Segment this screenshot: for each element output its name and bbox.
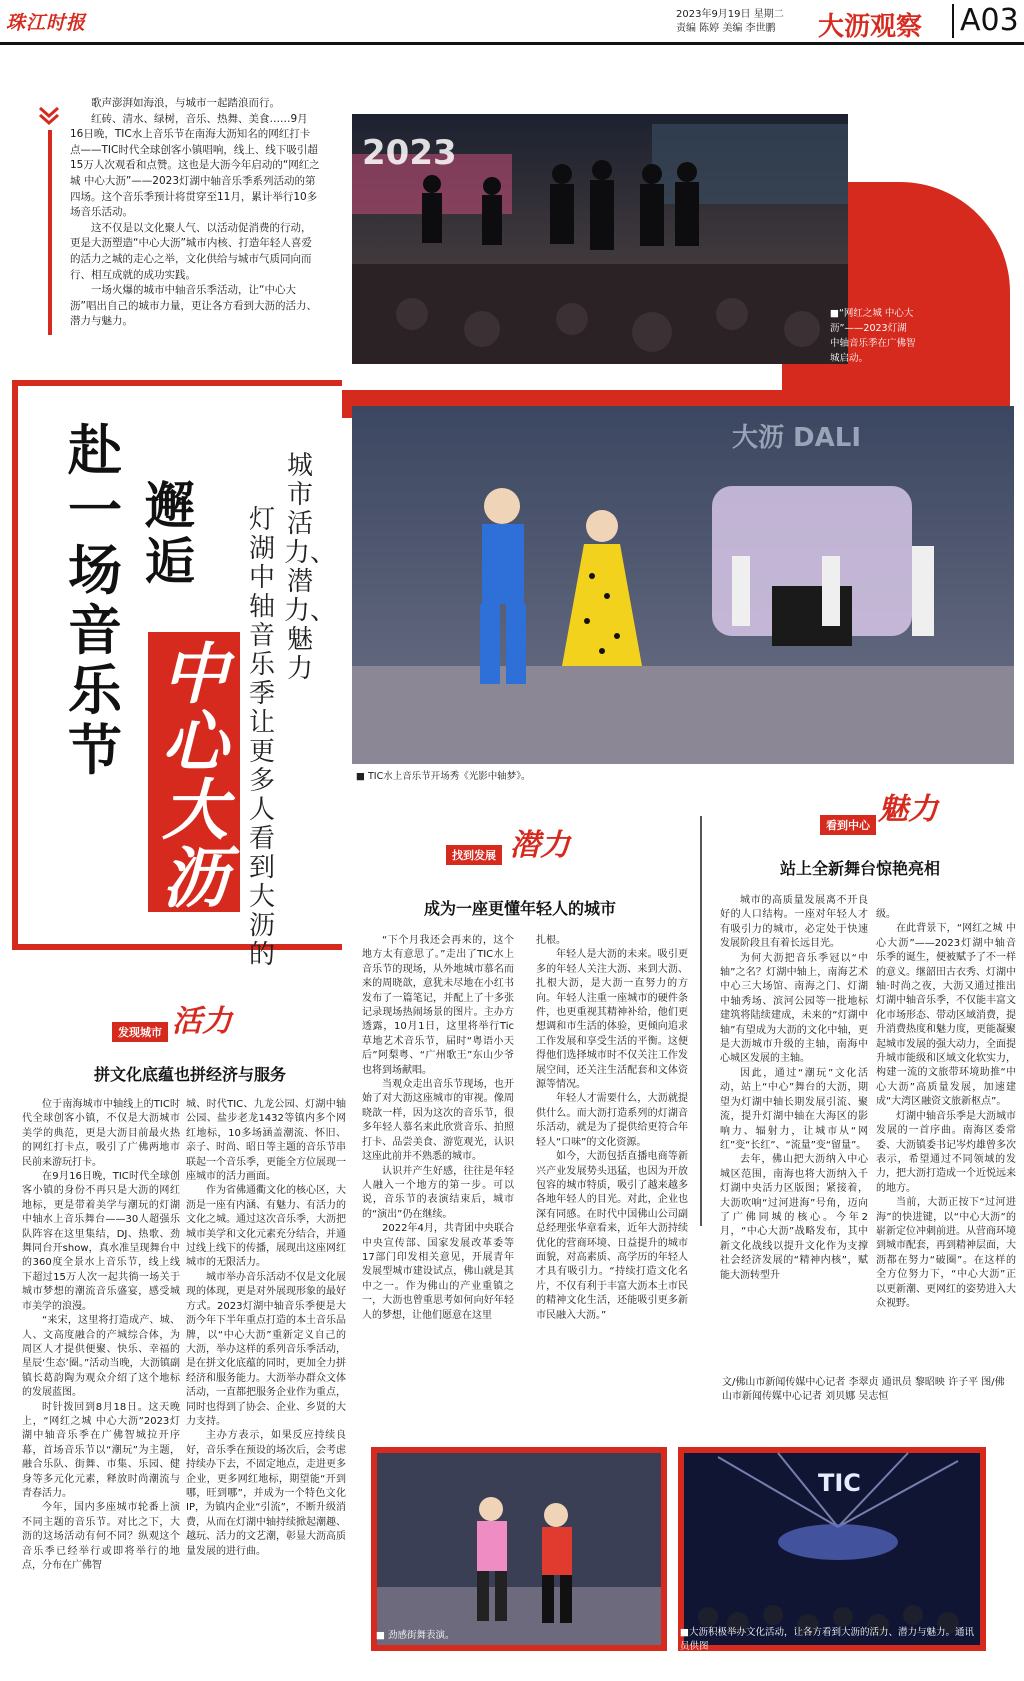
article-column [536, 934, 688, 1323]
paragraph: 去年，佛山把大沥纳入中心城区范围，南海也将大沥纳入千灯湖中央活力区版图；紧接着，大沥吹响“过河进海”号角，迈向了广佛同城的核心。今年2月，“中心大沥”战略发布，其中新文化战线以提升文化作为支撑社会经济发展的“精神内核”，赋能大沥转型升 [720, 1154, 868, 1281]
paragraph: 作为省佛通衢文化的核心区，大沥是一座有内涵、有魅力、有活力的文化之城。通过这次音乐季，大沥把城市美学和文化元素充分结合，并通过线上线下的传播，展现出这座网红城市的无限活力。 [186, 1185, 346, 1269]
paragraph: “来宋，这里将打造成产、城、人、文高度融合的产城综合体，为周区人才提供便聚、快乐、幸福的星辰‘生态’圈。”活动当晚，大沥镇副镇长葛韵陶为观众介绍了这个地标的发展蓝图。 [22, 1315, 180, 1399]
paragraph: 当观众走出音乐节现场，也开始了对大沥这座城市的审视。像周晓歆一样，因为这次的音乐节，很多年轻人慕名来此欣赏音乐、拍照打卡、品尝美食、游览观光，认识这座此前并不熟悉的城市。 [362, 1079, 514, 1163]
paragraph: 认识并产生好感，往往是年轻人融入一个地方的第一步。可以说，音乐节的表演结束后，城市的“演出”仍在继续。 [362, 1165, 514, 1220]
photo-street-dance [371, 1447, 667, 1651]
paragraph: 城、时代TIC、九龙公园、灯湖中轴公园、盐步老龙1432等镇内多个网红地标，10多场涵盖潮流、怀旧、亲子、时尚、昭日等主题的音乐节串联起一个音乐季，更能全方位展现一座城市的活力画面。 [186, 1099, 346, 1183]
paragraph: “下个月我还会再来的，这个地方太有意思了。”走出了TIC水上音乐节的现场，从外地城市慕名而来的周晓歆，意犹未尽地在小红书发布了一篇笔记，并配上了十多张记录现场热闹场景的图片。主办方透露，10月1日，这里将举行Tic草地艺术音乐节，届时“粤语小天后”阿梨粤、“广州歌王”东山少爷也将到场献唱。 [362, 935, 514, 1076]
section-title-young-city: 成为一座更懂年轻人的城市 [423, 899, 616, 918]
paragraph: 在此背景下，“网红之城 中心大沥”——2023灯湖中轴音乐季的诞生，便被赋予了不一样的意义。继韶田古衣秀、灯湖中轴·时尚之夜，大沥又通过推出灯湖中轴音乐季，不仅能丰富文化市场形态、带动区域消费，提升消费热度和魅力度，更能凝聚起城市发展的强大动力，全面提升城市能级和区域文化软实力，构建一流的文旅带环境助推“中心大沥”高质量发展，加速建成“大湾区融资文旅新枢点”。 [876, 923, 1016, 1108]
paragraph: 城市的高质量发展离不开良好的人口结构。一座对年轻人才有吸引力的城市，必定处于快速发展阶段且有着长远目光。 [720, 895, 868, 950]
photo-night-concert [678, 1447, 986, 1651]
paragraph: 年轻人才需要什么，大沥就提供什么。而大沥打造系列的灯湖音乐活动，就是为了提供给更符合年轻人“口味”的文化资源。 [536, 1093, 688, 1148]
paragraph: 如今，大沥包括直播电商等新兴产业发展势头迅猛，也因为开放包容的城市特质，吸引了越来越多各地年轻人的目光。对此，企业也深有同感。在时代中国佛山公司副总经理张华章看来，近年大沥持续优化的营商环境、日益提升的城市面貌，对高素质、高学历的年轻人才具有吸引力。“持续打造文化名片，不仅有利于丰富大沥本土市民的精神文化生活，还能吸引更多新市民融入大沥。” [536, 1151, 688, 1321]
lead-accent-line [48, 130, 52, 335]
section-script-potential: 潜力 [510, 828, 570, 863]
photo-building-sign: 大沥 DALI [732, 423, 861, 453]
section-tag-discover-city: 发现城市 [112, 1022, 168, 1042]
subheadline-1: 城市活力、潜力、魅力 [284, 451, 337, 684]
photo-band-stage [352, 114, 848, 364]
paragraph: 时针拨回到8月18日。这天晚上，“网红之城 中心大沥”2023灯湖中轴音乐季在广佛智城拉开序幕，首场音乐节以“潮玩”为主题，融合乐队、街舞、市集、乐园、健身等多元化元素，释放时尚潮流与青春活力。 [22, 1401, 180, 1499]
paragraph: 今年，国内多座城市轮番上演不同主题的音乐节。对比之下，大沥的这场活动有何不同？纵观这个音乐季已经举行或即将举行的地点，分布在广佛智 [22, 1502, 180, 1571]
article-column [22, 1098, 180, 1573]
photo-caption-4: ■大沥积极举办文化活动，让各方看到大沥的活力、潜力与魅力。通讯员供图 [680, 1627, 974, 1652]
photo-tic-sign: TIC [818, 1469, 861, 1497]
paragraph: 主办方表示，如果反应持续良好，音乐季在预设的场次后，会考虑持续办下去，不固定地点，走进更多企业，更多网红地标，期望能“开到哪，旺到哪”，并成为一个特色文化IP，为镇内企业“引流”，不断升级消费，从而在灯湖中轴持续掀起潮趣、越玩、活力的文艺潮，彰显大沥高质量发展的进行曲。 [186, 1430, 346, 1557]
photo-caption-1: ■“网红之城 中心大沥”——2023灯湖中轴音乐季在广佛智城启动。 [830, 308, 916, 364]
editor-credits: 责编 陈婷 美编 李世鹏 [676, 23, 776, 34]
lead-text [70, 96, 320, 330]
article-column [362, 934, 514, 1323]
headline-main: 赴一场音乐节 [68, 418, 122, 782]
paragraph: 因此，通过“潮玩”文化活动，站上“中心”舞台的大沥，期望为灯湖中轴长期发展引流、聚流，提升灯湖中轴在大海区的影响力、辐射力，让城市从“网红”变“长红”、“流量”变“留量”。 [720, 1067, 868, 1151]
paragraph: 在9月16日晚，TIC时代全球创客小镇的身份不再只是大沥的网红地标，更是带着美学与潮玩的灯湖中轴水上音乐舞台——30人超强乐队阵容在这里集结，DJ、热歌、劲舞同台开show，真水准呈现舞台中的360度全景水上音乐节，线上线下超过15万人次一起共徜一场关于城市梦想的潮流音乐盛宴，感受城市美学的浪漫。 [22, 1171, 180, 1312]
header-rule [0, 42, 1024, 45]
page-number: A03 [952, 4, 1019, 38]
photo-caption-3: ■ 劲感街舞表演。 [376, 1630, 455, 1641]
paragraph: 2022年4月，共青团中央联合中央宣传部、国家发展改革委等17部门印发相关意见，开展青年发展型城市建设试点，佛山就是其中之一。作为佛山的产业重镇之一，大沥也曾重思考如何向好年轻人的梦想，让他们愿意在这里 [362, 1223, 514, 1321]
paragraph: 为何大沥把音乐季冠以“中轴”之名？灯湖中轴上，南海艺术中心三大场馆、南海之门、灯湖中轴秀场、滨河公园等一批地标建筑将陆续建成，未来的“灯湖中轴”有望成为大沥的文化中轴，更是大沥城市升级的主轴，南海中心城区发展的主轴。 [720, 952, 868, 1065]
header-meta [676, 8, 784, 36]
section-script-vitality: 活力 [172, 1004, 232, 1039]
masthead: 珠江时报 [6, 12, 87, 34]
lead-paragraph: 红砖、清水、绿树，音乐、热舞、美食……9月16日晚，TIC水上音乐节在南海大沥知名的网红打卡点——TIC时代全球创客小镇唱响，线上、线下吸引超15万人次观看和点赞。这也是大沥今年启动的“网红之城 中心大沥”——2023灯湖中轴音乐季系列活动的第四场。这个音乐季预计将贯穿至11月，累计举行10多场音乐活动。 [70, 112, 320, 219]
article-column [186, 1098, 346, 1559]
double-chevron-down-icon [36, 102, 62, 128]
paragraph: 位于南海城市中轴线上的TIC时代全球创客小镇，不仅是大沥城市美学的典范，更是大沥目前最火热的网红打卡点，吸引了广佛两地市民前来游玩打卡。 [22, 1099, 180, 1168]
headline-meet: 邂逅 [145, 476, 195, 591]
section-title: 大沥观察 [818, 12, 923, 42]
paragraph: 灯湖中轴音乐季是大沥城市发展的一首序曲。南海区委常委、大沥镇委书记岑灼雄曾多次表示，希望通过不同领域的发力，把大沥打造成一个近悦远来的地方。 [876, 1110, 1016, 1194]
photo-caption-2: ■ TIC水上音乐节开场秀《光影中轴梦》。 [356, 771, 531, 782]
byline: 文/佛山市新闻传媒中心记者 李翠贞 通讯员 黎昭映 许子平 图/佛山市新闻传媒中心记者 刘贝娜 吴志恒 [722, 1377, 1005, 1403]
photo-stage-text: 2023 [362, 133, 457, 173]
headline-center-dali: 中心大沥 [162, 635, 228, 917]
paragraph: 当前，大沥正按下“过河进海”的快进键，以“中心大沥”的崭新定位冲刺前进。从营商环境到城市配套，再到精神层面，大沥都在努力“破圈”。在这样的全方位努力下，“中心大沥”正以更新潮、更网红的姿势进入大众视野。 [876, 1197, 1016, 1309]
section-script-charm: 魅力 [878, 792, 938, 827]
paragraph: 年轻人是大沥的未来。吸引更多的年轻人关注大沥、来到大沥、扎根大沥，是大沥一直努力的方向。年轻人注重一座城市的硬件条件，也更重视其精神补给，他们更想调和市生活的体验，更倾向追求工作发展和享受生活的平衡。这便得他们选择城市时不仅关注工作发展空间，还关注生活配套和文体资源等情况。 [536, 949, 688, 1091]
article-column [720, 894, 868, 1283]
lead-paragraph: 这不仅是以文化聚人气、以活动促消费的行动，更是大沥塑造“中心大沥”城市内核、打造年轻人喜爱的活力之城的走心之举，文化供给与城市气质同向而行、相互成就的成功实践。 [70, 221, 312, 281]
section-title-new-stage: 站上全新舞台惊艳亮相 [779, 859, 940, 878]
lead-paragraph: 一场火爆的城市中轴音乐季活动，让“中心大沥”唱出自己的城市力量，更让各方看到大沥的活力、潜力与魅力。 [70, 284, 317, 328]
subheadline-2: 灯湖中轴音乐季让更多人看到大沥的 [248, 505, 275, 970]
paragraph: 级。 [876, 909, 896, 920]
photo-opening-show [352, 406, 1014, 764]
section-title-culture-economy: 拼文化底蕴也拼经济与服务 [93, 1065, 286, 1084]
section-tag-find-development: 找到发展 [446, 845, 502, 865]
paragraph: 扎根。 [536, 935, 566, 946]
section-tag-see-center: 看到中心 [820, 815, 876, 835]
issue-date: 2023年9月19日 星期二 [676, 9, 784, 20]
lead-paragraph: 歌声澎湃如海浪，与城市一起踏浪而行。 [91, 97, 280, 109]
article-column [876, 908, 1016, 1311]
paragraph: 城市举办音乐活动不仅是文化展现的体现，更是对外展现形象的最好方式。2023灯湖中轴音乐季便是大沥今年下半年重点打造的本土音乐品牌，以“中心大沥”重新定义自己的大沥，举办这样的系列音乐季活动，是在拼文化底蕴的同时，更加全力拼经济和服务能力。大沥举办群众文体活动，一直都把服务企业作为重点，同时也得到了协会、企业、乡贤的大力支持。 [186, 1271, 346, 1427]
